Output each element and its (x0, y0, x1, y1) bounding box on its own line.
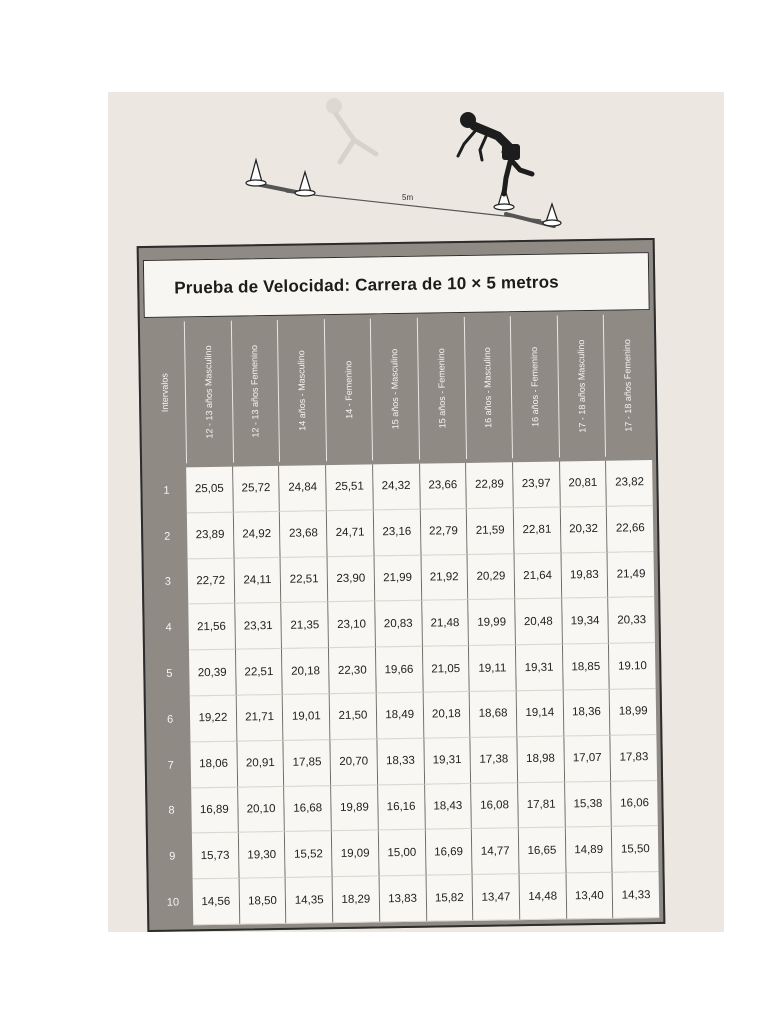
table-cell: 15,73 (192, 833, 239, 880)
table-cell: 24,84 (280, 465, 327, 512)
runner-illustration (236, 92, 566, 242)
speed-test-table (137, 238, 666, 932)
column-header-label: 12 - 13 años Masculino (202, 345, 215, 439)
table-cell: 16,89 (191, 787, 238, 834)
table-cell: 20,91 (237, 741, 284, 788)
column-header (558, 315, 607, 458)
table-cell: 21,48 (422, 600, 469, 647)
column-header-label: 17 - 18 años Femenino (622, 339, 634, 432)
table-cell: 22,81 (514, 507, 561, 554)
table-cell: 20,33 (609, 597, 655, 644)
table-cell: 14,35 (286, 877, 333, 924)
table-cell: 20,81 (560, 461, 607, 508)
column-header (144, 321, 187, 464)
table-cell: 21,35 (282, 603, 329, 650)
table-cell: 20,10 (238, 786, 285, 833)
table-cell: 23,16 (374, 509, 421, 556)
table-cell: 15,52 (285, 831, 332, 878)
column-header (418, 317, 467, 460)
table-cell: 19,31 (516, 645, 563, 692)
table-cell: 13,40 (566, 873, 613, 920)
table-title: Prueba de Velocidad: Carrera de 10 × 5 metros (174, 272, 560, 298)
table-cell: 20,32 (560, 507, 607, 554)
table-cell: 18,49 (377, 693, 424, 740)
table-cell: 18,50 (239, 878, 286, 925)
table-cell: 23,10 (328, 602, 375, 649)
column-header-label: 14 años - Masculino (296, 350, 308, 431)
table-cell: 20,83 (375, 601, 422, 648)
table-title-box (143, 252, 650, 318)
table-cell: 17,83 (611, 735, 657, 782)
table-cell: 25,05 (186, 467, 233, 514)
table-cell: 16,65 (519, 828, 566, 875)
table-cell: 16,69 (425, 829, 472, 876)
table-cell: 18,43 (425, 783, 472, 830)
table-cell: 24,11 (234, 557, 281, 604)
runner-icon (458, 112, 532, 194)
table-row (146, 460, 653, 514)
table-cell: 23,68 (280, 511, 327, 558)
table-cell: 15,38 (565, 781, 612, 828)
table-cell: 19,99 (468, 600, 515, 647)
interval-number: 4 (148, 605, 189, 651)
table-cell: 15,82 (426, 875, 473, 922)
column-header-label: Intervalos (159, 373, 171, 413)
column-header (325, 318, 374, 461)
table-cell: 18,33 (377, 738, 424, 785)
table-cell: 17,38 (471, 737, 518, 784)
interval-number: 7 (150, 742, 191, 788)
table-cell: 23,89 (187, 512, 234, 559)
table-cell: 20,48 (515, 599, 562, 646)
table-cell: 17,81 (518, 782, 565, 829)
table-cell: 19,11 (469, 645, 516, 692)
table-cell: 16,06 (611, 781, 657, 828)
table-cell: 14,33 (613, 872, 659, 919)
column-header (185, 321, 234, 464)
table-cell: 24,92 (234, 512, 281, 559)
interval-number: 9 (152, 834, 193, 880)
column-header (464, 316, 513, 459)
table-cell: 21,05 (422, 646, 469, 693)
table-cell: 21,50 (330, 693, 377, 740)
table-cell: 19,83 (561, 552, 608, 599)
table-cell: 23,97 (513, 461, 560, 508)
table-cell: 19,89 (331, 785, 378, 832)
table-row (150, 735, 657, 789)
table-row (150, 689, 657, 743)
cone-icon (246, 160, 266, 186)
interval-number: 6 (150, 696, 191, 742)
table-cell: 19,34 (562, 598, 609, 645)
table-cell: 23,82 (606, 460, 652, 507)
table-cell: 18,99 (610, 689, 656, 736)
table-cell: 22,51 (281, 557, 328, 604)
table-cell: 16,68 (285, 786, 332, 833)
table-cell: 18,85 (563, 644, 610, 691)
column-header (371, 318, 420, 461)
column-header-label: 17 - 18 años Masculino (575, 339, 588, 433)
interval-number: 1 (146, 467, 187, 513)
table-cell: 19,01 (283, 694, 330, 741)
table-cell: 19,31 (424, 738, 471, 785)
column-header (604, 314, 652, 457)
table-cell: 25,51 (326, 464, 373, 511)
column-header (278, 319, 327, 462)
table-cell: 21,64 (514, 553, 561, 600)
table-cell: 20,39 (189, 650, 236, 697)
table-row (148, 597, 655, 651)
column-header-label: 15 años - Femenino (435, 348, 448, 429)
table-cell: 18,29 (333, 877, 380, 924)
table-cell: 18,98 (517, 736, 564, 783)
table-body (146, 460, 659, 926)
table-cell: 18,36 (563, 690, 610, 737)
table-cell: 24,32 (373, 464, 420, 511)
interval-number: 10 (153, 879, 194, 925)
table-cell: 14,89 (565, 827, 612, 874)
table-cell: 21,71 (236, 695, 283, 742)
table-cell: 19.10 (609, 643, 655, 690)
table-cell: 22,30 (329, 648, 376, 695)
table-cell: 16,08 (471, 783, 518, 830)
column-header-label: 14 - Femenino (342, 360, 354, 419)
table-cell: 22,79 (420, 509, 467, 556)
interval-number: 3 (148, 559, 189, 605)
table-cell: 21,99 (374, 555, 421, 602)
column-header-label: 15 años - Masculino (389, 348, 401, 430)
table-cell: 14,48 (519, 874, 566, 921)
table-cell: 21,59 (467, 508, 514, 555)
table-cell: 18,68 (470, 691, 517, 738)
table-cell: 14,56 (193, 879, 240, 926)
table-cell: 22,72 (188, 558, 235, 605)
column-header-label: 16 años - Masculino (482, 347, 494, 428)
distance-label: 5m (402, 193, 414, 202)
table-cell: 23,66 (420, 463, 467, 510)
table-cell: 24,71 (327, 510, 374, 557)
table-cell: 14,77 (472, 829, 519, 876)
table-row (148, 552, 655, 606)
table-cell: 13,47 (473, 874, 520, 921)
table-cell: 21,92 (421, 555, 468, 602)
table-cell: 15,50 (612, 826, 658, 873)
column-header (511, 316, 560, 459)
table-cell: 21,49 (608, 552, 654, 599)
table-cell: 22,51 (236, 649, 283, 696)
table-cell: 20,70 (331, 739, 378, 786)
table-cell: 22,66 (607, 506, 653, 553)
cone-icon (543, 204, 561, 226)
interval-number: 8 (151, 788, 192, 834)
table-row (149, 643, 656, 697)
table-cell: 17,07 (564, 736, 611, 783)
table-row (151, 781, 658, 835)
table-cell: 25,72 (233, 466, 280, 513)
table-cell: 19,22 (190, 696, 237, 743)
table-cell: 22,89 (466, 462, 513, 509)
interval-number: 2 (147, 513, 188, 559)
table-cell: 20,18 (423, 692, 470, 739)
table-cell: 17,85 (284, 740, 331, 787)
table-cell: 16,16 (378, 784, 425, 831)
table-cell: 23,90 (328, 556, 375, 603)
table-cell: 19,09 (332, 831, 379, 878)
table-cell: 13,83 (379, 876, 426, 923)
cone-icon (295, 172, 315, 196)
table-row (147, 506, 654, 560)
book-page (108, 92, 724, 932)
table-row (152, 826, 659, 880)
table-row (153, 872, 660, 926)
table-cell: 15,00 (379, 830, 426, 877)
interval-number: 5 (149, 651, 190, 697)
table-cell: 23,31 (235, 603, 282, 650)
table-header-row (144, 314, 652, 464)
column-header (231, 320, 280, 463)
table-cell: 18,06 (190, 741, 237, 788)
column-header-label: 12 - 13 años Femenino (249, 344, 261, 438)
table-cell: 21,56 (188, 604, 235, 651)
table-cell: 19,66 (376, 647, 423, 694)
column-header-label: 16 años - Femenino (529, 346, 541, 427)
table-cell: 20,29 (468, 554, 515, 601)
table-cell: 20,18 (282, 648, 329, 695)
table-cell: 19,30 (239, 832, 286, 879)
table-cell: 19,14 (517, 690, 564, 737)
